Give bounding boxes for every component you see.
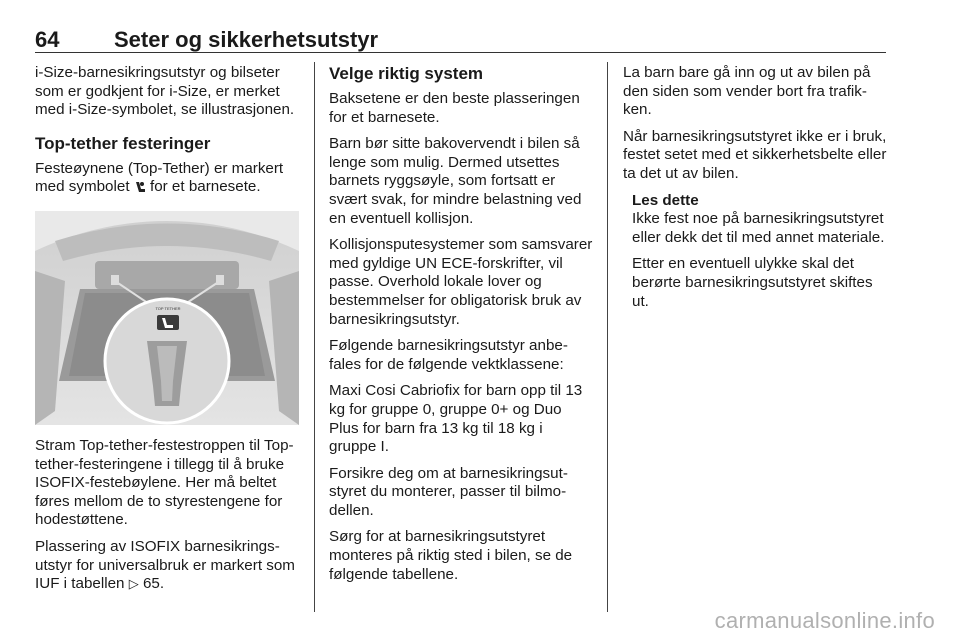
isize-paragraph: i-Size-barnesikringsutstyr og bilseter som er godkjent for i-Size, er merket med i-Size-symbolet, se illustrasjonen. bbox=[35, 64, 295, 119]
regulations-paragraph: Kollisjonsputesystemer som samsvarer med gyldige UN ECE-forskrifter, vil passe. Overhold lokale lover og bestemmelser for obligatorisk bruk av barnesikringsutstyr. bbox=[329, 236, 593, 328]
top-tether-label: TOP TETHER bbox=[155, 305, 181, 311]
column-3 bbox=[623, 64, 888, 319]
fit-check-paragraph: Forsikre deg om at barnesikringsutstyret du monterer, passer til bilmodellen. bbox=[329, 464, 568, 519]
column-1 bbox=[35, 64, 301, 602]
section-title: Seter og sikkerhetsutstyr bbox=[114, 27, 379, 52]
maxi-cosi-paragraph: Maxi Cosi Cabriofix for barn opp til 13 kg for gruppe 0, gruppe 0+ og Duo Plus for barn fra 13 kg til 18 kg i gruppe I. bbox=[329, 382, 583, 456]
top-tether-paragraph: Festeøynene (Top-Tether) er markert med symbolet for et barnesete. bbox=[35, 160, 301, 199]
choose-system-heading: Velge riktig system bbox=[329, 64, 484, 83]
column-divider-2 bbox=[607, 62, 608, 612]
column-2 bbox=[329, 64, 594, 592]
header-rule bbox=[35, 52, 886, 53]
not-in-use-paragraph: Når barnesikringsutstyret ikke er i bruk, festet setet med et sikkerhetsbelte eller ta det ut av bilen. bbox=[623, 127, 887, 182]
traffic-side-paragraph: La barn bare gå inn og ut av bilen på den siden som vender bort fra trafikken. bbox=[623, 64, 871, 119]
recommended-paragraph: Følgende barnesikringsutstyr anbefales for de følgende vektklassene: bbox=[329, 337, 568, 373]
top-tether-heading: Top-tether festeringer bbox=[35, 133, 211, 153]
page-header bbox=[35, 27, 885, 53]
page-reference-icon: ▷ bbox=[128, 576, 139, 592]
watermark: carmanualsonline.info bbox=[714, 608, 935, 633]
top-tether-illustration bbox=[35, 211, 299, 425]
rear-facing-paragraph: Barn bør sitte bakovervendt i bilen så lenge som mulig. Dermed utsettes barnets ryggsøyle, som fortsatt er svært svak, for mindre belastning ved en eventuell kollisjon. bbox=[329, 135, 582, 227]
note-paragraph-2: Etter en eventuell ulykke skal det berørte barnesikringsutstyret skiftes ut. bbox=[632, 255, 873, 310]
child-seat-symbol-icon bbox=[134, 180, 146, 199]
column-divider-1 bbox=[314, 62, 315, 612]
note-box bbox=[632, 192, 888, 312]
correct-place-paragraph: Sørg for at barnesikringsutstyret monteres på riktig sted i bilen, se de følgende tabellene. bbox=[329, 528, 573, 583]
page-reference-link[interactable]: 65. bbox=[142, 575, 165, 593]
isofix-placement-paragraph: Plassering av ISOFIX barnesikringsutstyr for universalbruk er markert som IUF i tabellen ▷ 65. bbox=[35, 537, 295, 593]
page-number: 64 bbox=[35, 27, 60, 52]
note-paragraph-1: Ikke fest noe på barnesikringsutstyret eller dekk det til med annet materiale. bbox=[632, 210, 885, 246]
tether-strap-paragraph: Stram Top-tether-festestroppen til Top-tether-festeringene i tillegg til å bruke ISOFIX-festebøylene. Her må beltet føres mellom de to styrestengene for hodestøttene. bbox=[35, 436, 294, 529]
note-heading: Les dette bbox=[632, 191, 699, 209]
rear-seats-paragraph: Baksetene er den beste plasseringen for et barnesete. bbox=[329, 90, 580, 126]
